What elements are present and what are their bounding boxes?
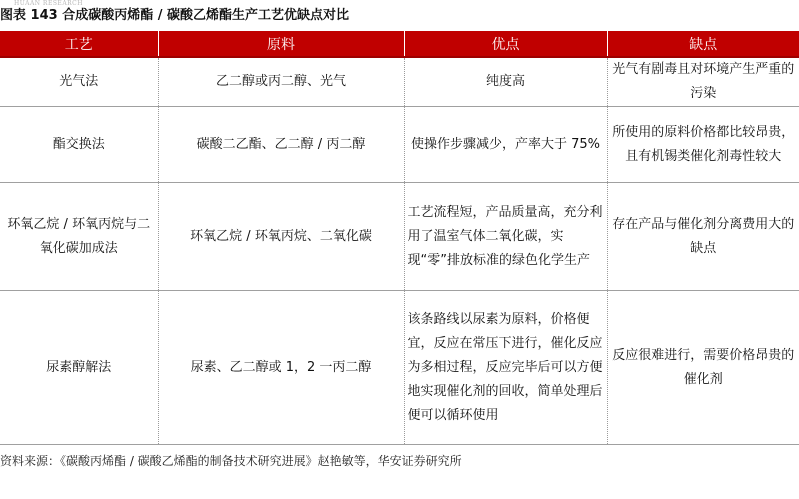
table-header-row [0, 31, 799, 57]
header-process: 工艺 [0, 31, 158, 57]
process-cell: 光气法 [0, 57, 158, 107]
header-materials: 原料 [158, 31, 404, 57]
disadvantages-cell: 反应很难进行，需要价格昂贵的催化剂 [607, 291, 799, 445]
process-cell: 尿素醇解法 [0, 291, 158, 445]
disadvantages-cell: 所使用的原料价格都比较昂贵，且有机锡类催化剂毒性较大 [607, 107, 799, 183]
table-row [0, 57, 799, 107]
table-row [0, 183, 799, 291]
watermark: HUAAN RESEARCH [14, 0, 83, 7]
table-row [0, 291, 799, 445]
disadvantages-cell: 存在产品与催化剂分离费用大的缺点 [607, 183, 799, 291]
comparison-table [0, 31, 799, 445]
advantages-cell: 工艺流程短，产品质量高，充分利用了温室气体二氧化碳，实现“零”排放标准的绿色化学生产 [404, 183, 607, 291]
figure-title: 图表 143 合成碳酸丙烯酯 / 碳酸乙烯酯生产工艺优缺点对比 [0, 8, 349, 23]
table-row [0, 107, 799, 183]
materials-cell: 碳酸二乙酯、乙二醇 / 丙二醇 [158, 107, 404, 183]
advantages-cell: 该条路线以尿素为原料，价格便宜，反应在常压下进行，催化反应为多相过程，反应完毕后可以方便地实现催化剂的回收，简单处理后便可以循环使用 [404, 291, 607, 445]
disadvantages-cell: 光气有剧毒且对环境产生严重的污染 [607, 57, 799, 107]
process-cell: 环氧乙烷 / 环氧丙烷与二氧化碳加成法 [0, 183, 158, 291]
process-cell: 酯交换法 [0, 107, 158, 183]
header-advantages: 优点 [404, 31, 607, 57]
advantages-cell: 纯度高 [404, 57, 607, 107]
header-disadvantages: 缺点 [607, 31, 799, 57]
materials-cell: 乙二醇或丙二醇、光气 [158, 57, 404, 107]
materials-cell: 尿素、乙二醇或 1，2 一丙二醇 [158, 291, 404, 445]
source-note: 资料来源：《碳酸丙烯酯 / 碳酸乙烯酯的制备技术研究进展》赵艳敏等，华安证券研究所 [0, 454, 462, 468]
materials-cell: 环氧乙烷 / 环氧丙烷、二氧化碳 [158, 183, 404, 291]
advantages-cell: 使操作步骤减少，产率大于 75% [404, 107, 607, 183]
